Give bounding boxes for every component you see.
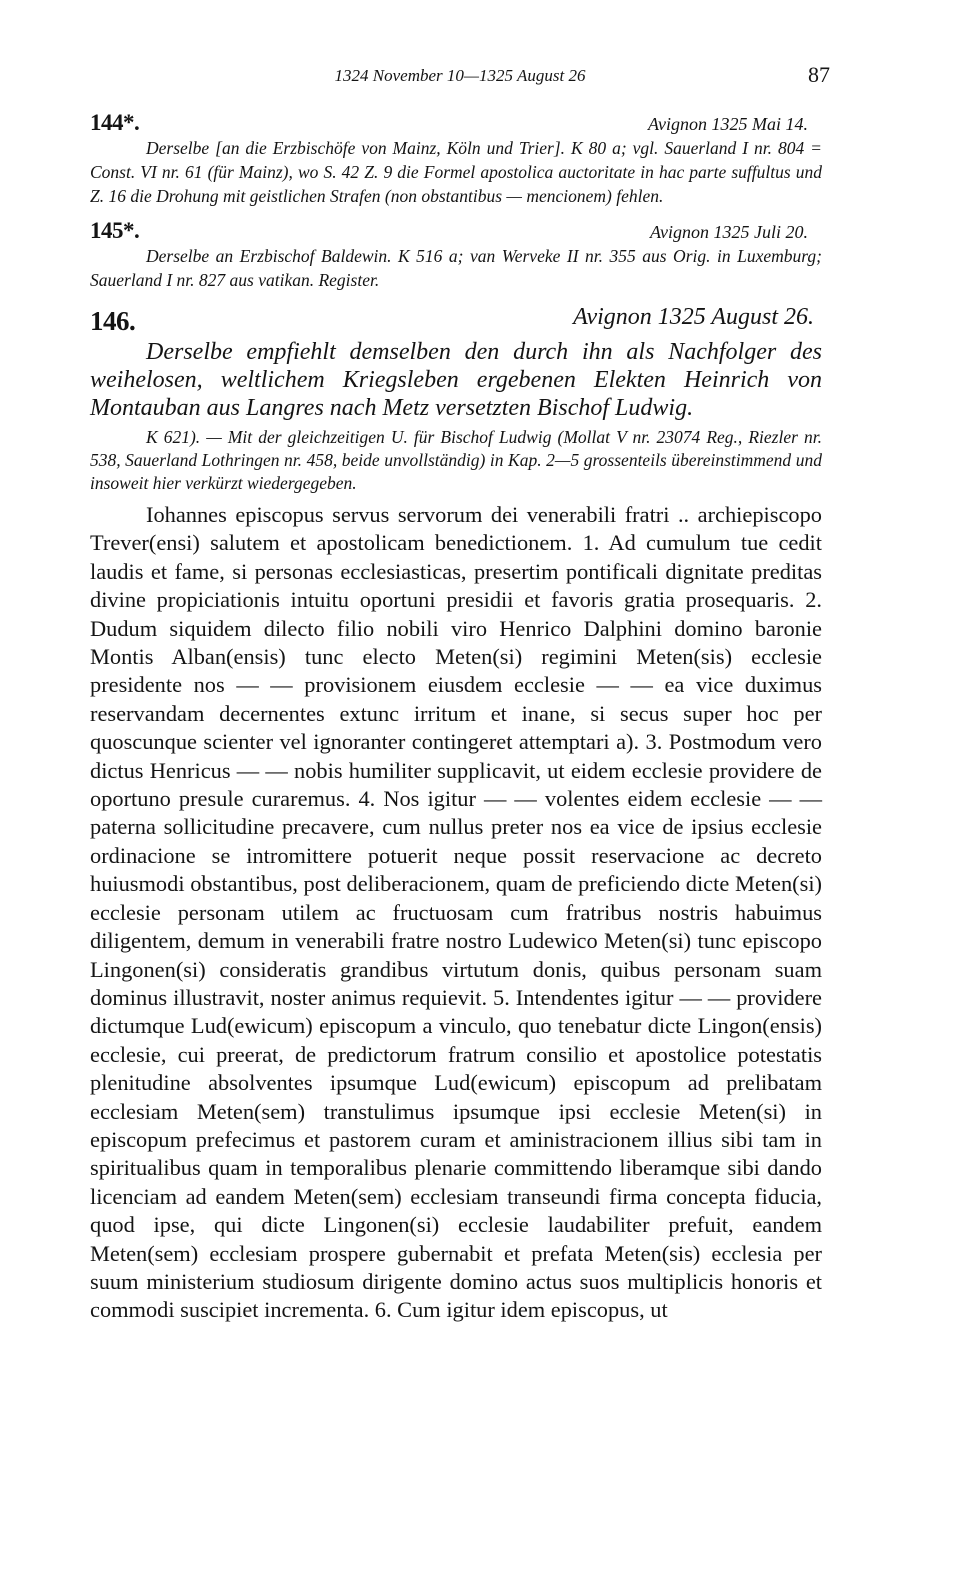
entry-146 — [90, 302, 822, 1325]
entry-regest: Derselbe an Erzbischof Baldewin. K 516 a; van Werveke II nr. 355 aus Orig. in Luxemburg; Sauerland I nr. 827 aus vatikan. Register. — [90, 246, 822, 290]
entry-date: Avignon 1325 Mai 14. — [648, 114, 808, 134]
page-number: 87 — [808, 62, 830, 87]
entry-heading — [90, 110, 822, 136]
entry-number: 144*. — [90, 110, 140, 135]
entry-regest: Derselbe empfiehlt demselben den durch ihn als Nachfolger des weihelosen, weltlichem Kriegsleben ergebenen Elekten Heinrich von Montauban aus Langres nach Metz versetzten Bischof Ludwig. — [90, 339, 822, 421]
entry-144 — [90, 110, 822, 208]
entry-date: Avignon 1325 Juli 20. — [650, 222, 808, 242]
entry-heading — [90, 218, 822, 244]
page-header — [90, 62, 830, 92]
document-text: Iohannes episcopus servus servorum dei venerabili fratri .. archiepiscopo Trever(ensi) salutem et apostolicam benedictionem. 1. Ad cumulum tue cedit laudis et fame, si personas ecclesiasticas, presertim pontificali dignitate preditas divine propiciationis intuitu oportuni presidii et favoris gratia prosequaris. 2. Dudum siquidem dilecto filio nobili viro Henrico Dalphini domino baronie Montis Alban(ensis) tunc electo Meten(si) regimini Meten(sis) ecclesie presidente nos — — provisionem eiusdem ecclesie — — ea vice duximus reservandam decernentes extunc irritum et inane, si secus super hoc per quoscunque scienter vel ignoranter contingeret attemptari a). 3. Postmodum vero dictus Henricus — — nobis humiliter supplicavit, ut eidem ecclesie providere de oportuno presule curaremus. 4. Nos igitur — — volentes eidem ecclesie — — paterna sollicitudine precavere, cum nullus preter nos ea vice de ipsius ecclesie ordinacione se intromittere potuerit neque possit reservacione ac decreto huiusmodi obstantibus, post deliberacionem, quam de preficiendo dicte Meten(si) ecclesie personam utilem ac fructuosam cum fratribus nostris habuimus diligentem, demum in venerabili fratre nostro Ludewico Meten(si) tunc episcopo Lingonen(si) consideratis grandibus virtutum donis, quibus personam suam dominus illustravit, noster animus requievit. 5. Intendentes igitur — — providere dictumque Lud(ewicum) episcopum a vinculo, quo tenebatur dicte Lingon(ensis) ecclesie, cui preerat, de predictorum fratrum consilio et apostolice potestatis plenitudine absolventes ipsumque Lud(ewicum) episcopum ad prelibatam ecclesiam Meten(sem) transtulimus ipsumque ipsi ecclesie Meten(si) in episcopum prefecimus et pastorem curam et aministracionem illius sibi tam in spiritualibus quam in temporalibus plenarie committendo liberamque sibi dando licenciam ad eandem Meten(sem) ecclesiam transeundi firma concepta fiducia, quod ipse, qui dicte Lingonen(si) ecclesie laudabiliter prefuit, eandem Meten(sem) ecclesiam prospere gubernabit et prefata Meten(sis) ecclesia per suum ministerium studiosum dirigente domino actus suos multiplicis honoris et commodi suscipiet incrementa. 6. Cum igitur idem episcopus, ut — [90, 502, 822, 1323]
entry-date: Avignon 1325 August 26. — [573, 304, 814, 330]
entry-145 — [90, 218, 822, 292]
page-content — [90, 110, 822, 1335]
entry-heading — [90, 302, 822, 338]
entry-number: 146. — [90, 306, 136, 336]
entry-regest: Derselbe [an die Erzbischöfe von Mainz, Köln und Trier]. K 80 a; vgl. Sauerland I nr. 804 = Const. VI nr. 61 (für Mainz), wo S. 42 Z. 9 die Formel apostolica auctoritate in hac parte suffultus und Z. 16 die Drohung mit geistlichen Strafen (non obstantibus — mencionem) fehlen. — [90, 138, 822, 206]
entry-number: 145*. — [90, 218, 140, 243]
running-head: 1324 November 10—1325 August 26 — [334, 66, 586, 85]
source-note: K 621). — Mit der gleichzeitigen U. für Bischof Ludwig (Mollat V nr. 23074 Reg., Riezler nr. 538, Sauerland Lothringen nr. 458, beide unvollständig) in Kap. 2—5 grossenteils übereinstimmend und insoweit hier verkürzt wiedergegeben. — [90, 427, 822, 493]
